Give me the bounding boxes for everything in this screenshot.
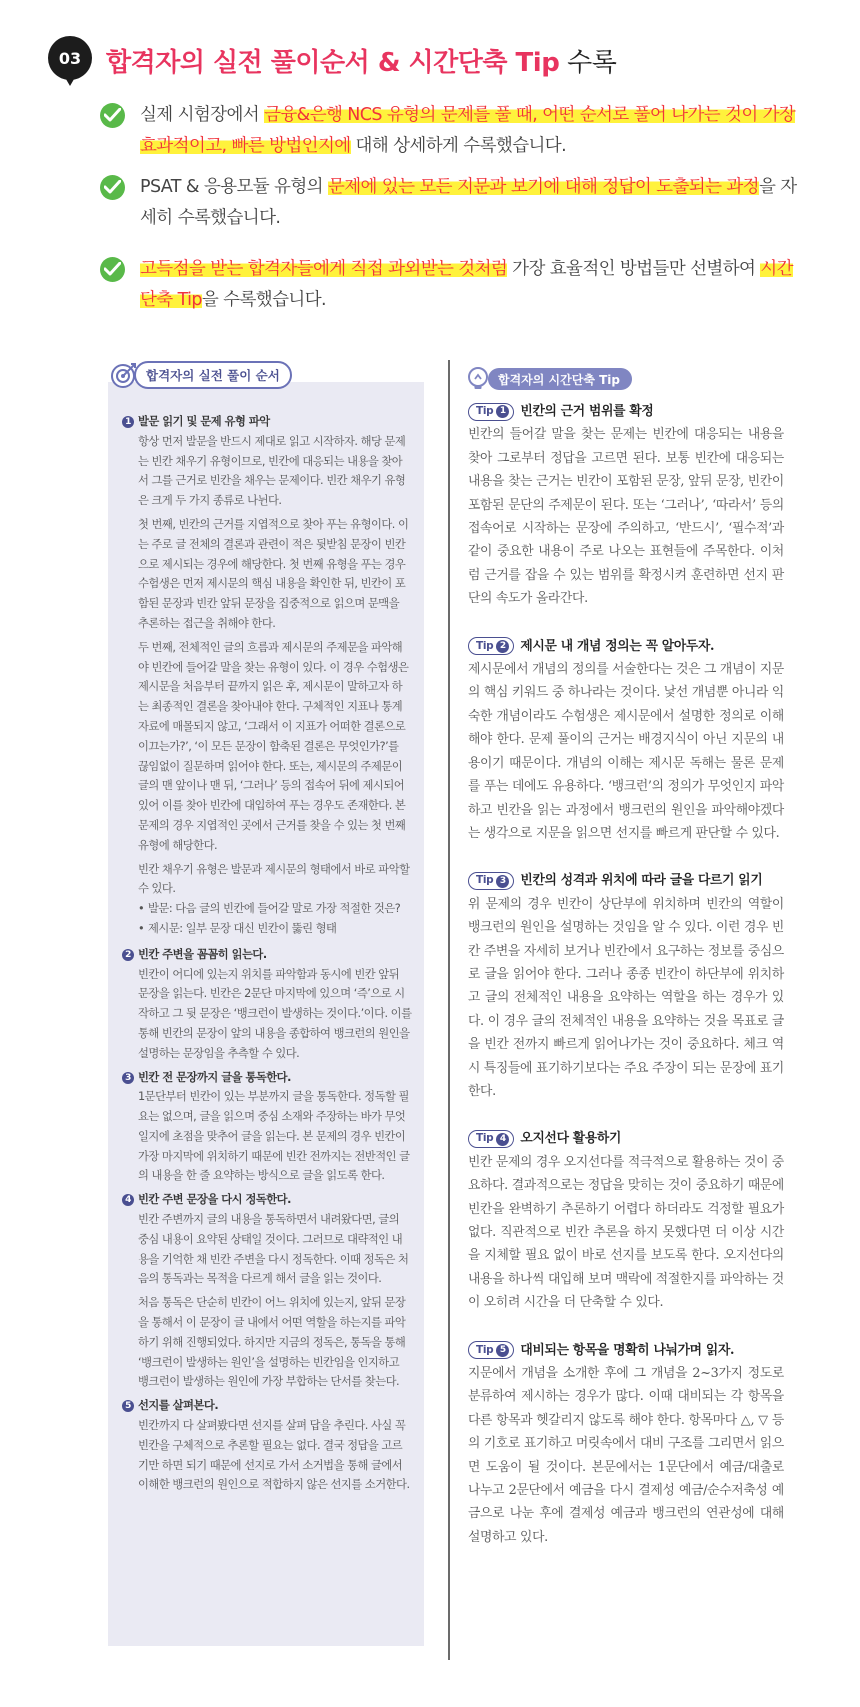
tip-badge: Tip 1 (468, 403, 514, 421)
tip-item (468, 635, 784, 846)
step-paragraph: 항상 먼저 발문을 반드시 제대로 읽고 시작하자. 해당 문제는 빈칸 채우기 유형이므로, 빈칸에 대응되는 내용을 찾아서 그를 근거로 빈칸을 채우는 문제이다. 빈칸 채우기 유형은 크게 두 가지 종류로 나뉜다. (138, 434, 406, 508)
tip-badge: Tip 3 (468, 872, 514, 890)
section-title (106, 42, 616, 79)
tip-item (468, 869, 784, 1103)
tip-badge: Tip 2 (468, 637, 514, 655)
step-subitem: • 제시문: 일부 문장 대신 빈칸이 뚫린 형태 (138, 919, 412, 939)
solving-order-label: 합격자의 실전 풀이 순서 (134, 361, 292, 389)
feature-bullet: PSAT & 응용모듈 유형의 문제에 있는 모든 지문과 보기에 대해 정답이 도출되는 과정을 자세히 수록했습니다. (100, 172, 800, 234)
section-header (48, 38, 616, 82)
step-subitem: • 발문: 다음 글의 빈칸에 들어갈 말로 가장 적절한 것은? (138, 899, 412, 919)
step-item: 5 선지를 살펴본다. 빈칸까지 다 살펴봤다면 선지를 살펴 답을 추린다. 사실 꼭 빈칸을 구체적으로 추론할 필요는 없다. 결국 정답을 고르기만 하면 되기 때문에 선지로 가서 소거법을 통해 글에서 이해한 뱅크런의 원인으로 적합하지 않은 선지를 소거한다. (122, 1396, 412, 1495)
check-icon (100, 103, 125, 128)
tip-item (468, 400, 784, 611)
time-tip-label: 합격자의 시간단축 Tip (488, 368, 632, 390)
step-title: 빈칸 주변을 꼼꼼히 읽는다. (138, 947, 267, 961)
feature-bullets (100, 100, 800, 316)
tip-body: 위 문제의 경우 빈칸이 상단부에 위치하며 빈칸의 역할이 뱅크런의 원인을 설명하는 것임을 알 수 있다. 이런 경우 빈칸 주변을 자세히 보거나 빈칸에서 요구하는 정보를 중심으로 글을 읽어야 한다. 그러나 종종 빈칸이 하단부에 위치하고 글의 전체적인 내용을 요약하는 역할을 하는 경우가 있다. 이 경우 글의 전체적인 내용을 요약하는 것을 목표로 글을 빈칸 전까지 빠르게 읽어나가는 것이 중요하다. 체크 역시 특징들에 표기하기보다는 주요 주장이 되는 문장에 표기한다. (468, 896, 784, 1099)
step-title: 빈칸 주변 문장을 다시 정독한다. (138, 1193, 291, 1207)
check-icon (100, 175, 125, 200)
solving-order-tag (110, 360, 292, 390)
tip-title: 대비되는 항목을 명확히 나눠가며 읽자. (520, 1342, 735, 1358)
tip-item (468, 1127, 784, 1314)
step-paragraph: 처음 통독은 단순히 빈칸이 어느 위치에 있는지, 앞뒤 문장을 통해서 이 문장이 글 내에서 어떤 역할을 하는지를 파악하기 위해 진행되었다. 하지만 지금의 정독은, 통독을 통해 ‘뱅크런이 발생하는 원인’을 설명하는 빈칸임을 인지하고 뱅크런이 발생하는 원인에 가장 부합하는 단서를 찾는다. (138, 1296, 406, 1389)
step-title: 발문 읽기 및 문제 유형 파악 (138, 415, 270, 428)
lightbulb-icon (466, 366, 490, 392)
tip-body: 빈칸의 들어갈 말을 찾는 문제는 빈칸에 대응되는 내용을 찾아 그로부터 정답을 고르면 된다. 보통 빈칸에 대응되는 내용을 찾는 근거는 빈칸이 포함된 문장, 앞뒤 문장, 빈칸이 포함된 문단의 주제문이 된다. 또는 ‘그러나’, ‘따라서’ 등의 접속어로 시작하는 문장에 주의하고, ‘반드시’, ‘필수적’과 같이 중요한 내용이 주로 나오는 표현들에 주목한다. 이처럼 근거를 잡을 수 있는 범위를 확정시켜 훈련하면 선지 판단의 속도가 올라간다. (468, 427, 784, 607)
step-title: 선지를 살펴본다. (138, 1399, 219, 1413)
step-paragraph: 빈칸이 어디에 있는지 위치를 파악함과 동시에 빈칸 앞뒤 문장을 읽는다. 빈칸은 2문단 마지막에 있으며 ‘즉’으로 시작하고 그 뒷 문장은 ‘뱅크런이 발생하는 것이다.’이다. 이를 통해 빈칸의 문장이 앞의 내용을 종합하여 뱅크런의 원인을 설명하는 문장임을 추측할 수 있다. (138, 967, 412, 1060)
tip-body: 빈칸 문제의 경우 오지선다를 적극적으로 활용하는 것이 중요하다. 결과적으로는 정답을 맞히는 것이 중요하기 때문에 빈칸을 완벽하기 추론하기 어렵다 하더라도 걱정할 필요가 없다. 직관적으로 빈칸 추론을 하지 못했다면 더 이상 시간을 지체할 필요 없이 바로 선지를 보도록 한다. 오지선다의 내용을 하나씩 대입해 보며 맥락에 적절한지를 파악하는 것이 오히려 시간을 더 단축할 수 있다. (468, 1154, 784, 1311)
step-title: 빈칸 전 문장까지 글을 통독한다. (138, 1070, 291, 1084)
step-paragraph: 빈칸 주변까지 글의 내용을 통독하면서 내려왔다면, 글의 중심 내용이 요약된 상태일 것이다. 그러므로 대략적인 내용을 기억한 채 빈칸 주변을 다시 정독한다. 이때 정독은 처음의 통독과는 목적을 다르게 해서 글을 읽는 것이다. (138, 1213, 409, 1286)
tip-title: 제시문 내 개념 정의는 꼭 알아두자. (520, 638, 715, 654)
section-title-highlight: 합격자의 실전 풀이순서 & 시간단축 Tip (106, 47, 560, 78)
time-tip-list (468, 400, 784, 1573)
tip-body: 지문에서 개념을 소개한 후에 그 개념을 2~3가지 정도로 분류하여 제시하는 경우가 많다. 이때 대비되는 각 항목을 다른 항목과 헷갈리지 않도록 해야 한다. 항목마다 △, ▽ 등의 기호로 표기하고 머릿속에서 대비 구조를 그리면서 읽으면 도움이 될 것이다. 본문에서는 1문단에서 예금/대출로 나누고 2문단에서 예금을 다시 결제성 예금/순수저축성 예금으로 나눈 후에 결제성 예금과 뱅크런의 연관성에 대해 설명하고 있다. (468, 1366, 784, 1545)
feature-bullet: 실제 시험장에서 금융&은행 NCS 유형의 문제를 풀 때, 어떤 순서로 풀어 나가는 것이 가장 효과적이고, 빠른 방법인지에 대해 상세하게 수록했습니다. (100, 100, 800, 162)
step-paragraph: 빈칸 채우기 유형은 발문과 제시문의 형태에서 바로 파악할 수 있다. (138, 862, 410, 896)
section-number-pin (48, 36, 96, 84)
section-title-rest: 수록 (559, 47, 617, 78)
step-item: 1 발문 읽기 및 문제 유형 파악 항상 먼저 발문을 반드시 제대로 읽고 시작하자. 해당 문제는 빈칸 채우기 유형이므로, 빈칸에 대응되는 내용을 찾아서 그를 근거로 빈칸을 채우는 문제이다. 빈칸 채우기 유형은 크게 두 가지 종류로 나뉜다. 첫 번째, 빈칸의 근거를 지엽적으로 찾아 푸는 유형이다. 이는 주로 글 전체의 결론과 관련이 적은 뒷받침 문장이 빈칸으로 제시되는 경우에 해당한다. 첫 번째 유형을 푸는 경우 수험생은 먼저 제시문의 핵심 내용을 확인한 뒤, 빈칸이 포함된 문장과 빈칸 앞뒤 문장을 집중적으로 읽으며 문맥을 추론하는 접근을 취해야 한다. 두 번째, 전체적인 글의 흐름과 제시문의 주제문을 파악해야 빈칸에 들어갈 말을 찾는 유형이 있다. 이 경우 수험생은 제시문을 처음부터 끝까지 읽은 후, 제시문이 말하고자 하는 최종적인 결론을 찾아내야 한다. 구체적인 지표나 통계 자료에 매몰되지 않고, ‘그래서 이 지표가 어떠한 결론으로 이끄는가?’, ‘이 모든 문장이 함축된 결론은 무엇인가?’를 끊임없이 질문하며 읽어야 한다. 또는, 제시문의 주제문이 글의 맨 앞이나 맨 뒤, ‘그러나’ 등의 접속어 뒤에 제시되어 있어 이를 찾아 빈칸에 대입하여 푸는 경우도 존재한다. 본 문제의 경우 지엽적인 곳에서 근거를 찾을 수 있는 첫 번째 유형에 해당한다. 빈칸 채우기 유형은 발문과 제시문의 형태에서 바로 파악할 수 있다. • 발문: 다음 글의 빈칸에 들어갈 말로 가장 적절한 것은? • 제시문: 일부 문장 대신 빈칸이 뚫린 형태 (122, 412, 412, 939)
tip-title: 오지선다 활용하기 (520, 1131, 622, 1147)
solving-order-list (122, 412, 412, 1499)
tip-badge: Tip 4 (468, 1130, 514, 1148)
tip-badge: Tip 5 (468, 1341, 514, 1359)
step-paragraph: 두 번째, 전체적인 글의 흐름과 제시문의 주제문을 파악해야 빈칸에 들어갈 말을 찾는 유형이 있다. 이 경우 수험생은 제시문을 처음부터 끝까지 읽은 후, 제시문이 말하고자 하는 최종적인 결론을 찾아내야 한다. 구체적인 지표나 통계 자료에 매몰되지 않고, ‘그래서 이 지표가 어떠한 결론으로 이끄는가?’, ‘이 모든 문장이 함축된 결론은 무엇인가?’를 끊임없이 질문하며 읽어야 한다. 또는, 제시문의 주제문이 글의 맨 앞이나 맨 뒤, ‘그러나’ 등의 접속어 뒤에 제시되어 있어 이를 찾아 빈칸에 대입하여 푸는 경우도 존재한다. 본 문제의 경우 지엽적인 곳에서 근거를 찾을 수 있는 첫 번째 유형에 해당한다. (138, 640, 409, 852)
tip-title: 빈칸의 근거 범위를 확정 (520, 404, 654, 419)
step-sublist (122, 899, 412, 939)
step-item: 2 빈칸 주변을 꼼꼼히 읽는다. 빈칸이 어디에 있는지 위치를 파악함과 동시에 빈칸 앞뒤 문장을 읽는다. 빈칸은 2문단 마지막에 있으며 ‘즉’으로 시작하고 그 뒷 문장은 ‘뱅크런이 발생하는 것이다.’이다. 이를 통해 빈칸의 문장이 앞의 내용을 종합하여 뱅크런의 원인을 설명하는 문장임을 추측할 수 있다. (122, 945, 412, 1064)
time-tip-tag (466, 366, 632, 392)
section-number: 03 (48, 36, 92, 80)
check-icon (100, 257, 125, 282)
tip-item (468, 1339, 784, 1550)
feature-bullet: 고득점을 받는 합격자들에게 직접 과외받는 것처럼 가장 효율적인 방법들만 선별하여 시간 단축 Tip을 수록했습니다. (100, 254, 800, 316)
tip-title: 빈칸의 성격과 위치에 따라 글을 다르기 읽기 (520, 873, 763, 889)
step-item: 3 빈칸 전 문장까지 글을 통독한다. 1문단부터 빈칸이 있는 부분까지 글을 통독한다. 정독할 필요는 없으며, 글을 읽으며 중심 소재와 주장하는 바가 무엇일지에 초점을 맞추어 글을 읽는다. 본 문제의 경우 빈칸이 가장 마지막에 위치하기 때문에 빈칸 전까지는 전반적인 글의 내용을 한 줄 요약하는 방식으로 글을 읽도록 한다. (122, 1068, 412, 1187)
step-paragraph: 첫 번째, 빈칸의 근거를 지엽적으로 찾아 푸는 유형이다. 이는 주로 글 전체의 결론과 관련이 적은 뒷받침 문장이 빈칸으로 제시되는 경우에 해당한다. 첫 번째 유형을 푸는 경우 수험생은 먼저 제시문의 핵심 내용을 확인한 뒤, 빈칸이 포함된 문장과 빈칸 앞뒤 문장을 집중적으로 읽으며 문맥을 추론하는 접근을 취해야 한다. (138, 517, 409, 630)
tip-body: 제시문에서 개념의 정의를 서술한다는 것은 그 개념이 지문의 핵심 키워드 중 하나라는 것이다. 낯선 개념뿐 아니라 익숙한 개념이라도 수험생은 제시문에서 설명한 정의로 이해해야 한다. 문제 풀이의 근거는 배경지식이 아닌 지문의 내용이기 때문이다. 개념의 이해는 제시문 독해는 물론 문제를 푸는 데에도 유용하다. ‘뱅크런’의 정의가 무엇인지 파악하고 빈칸을 읽는 과정에서 뱅크런의 원인을 파악해야겠다는 생각으로 지문을 읽으면 선지를 빠르게 판단할 수 있다. (468, 662, 784, 841)
step-item: 4 빈칸 주변 문장을 다시 정독한다. 빈칸 주변까지 글의 내용을 통독하면서 내려왔다면, 글의 중심 내용이 요약된 상태일 것이다. 그러므로 대략적인 내용을 기억한 채 빈칸 주변을 다시 정독한다. 이때 정독은 처음의 통독과는 목적을 다르게 해서 글을 읽는 것이다. 처음 통독은 단순히 빈칸이 어느 위치에 있는지, 앞뒤 문장을 통해서 이 문장이 글 내에서 어떤 역할을 하는지를 파악하기 위해 진행되었다. 하지만 지금의 정독은, 통독을 통해 ‘뱅크런이 발생하는 원인’을 설명하는 빈칸임을 인지하고 뱅크런이 발생하는 원인에 가장 부합하는 단서를 찾는다. (122, 1190, 412, 1392)
column-divider (448, 360, 450, 1660)
step-paragraph: 빈칸까지 다 살펴봤다면 선지를 살펴 답을 추린다. 사실 꼭 빈칸을 구체적으로 추론할 필요는 없다. 결국 정답을 고르기만 하면 되기 때문에 선지로 가서 소거법을 통해 글에서 이해한 뱅크런의 원인으로 적합하지 않은 선지를 소거한다. (138, 1419, 410, 1492)
step-paragraph: 1문단부터 빈칸이 있는 부분까지 글을 통독한다. 정독할 필요는 없으며, 글을 읽으며 중심 소재와 주장하는 바가 무엇일지에 초점을 맞추어 글을 읽는다. 본 문제의 경우 빈칸이 가장 마지막에 위치하기 때문에 빈칸 전까지는 전반적인 글의 내용을 한 줄 요약하는 방식으로 글을 읽도록 한다. (138, 1090, 410, 1183)
target-icon (110, 361, 138, 389)
